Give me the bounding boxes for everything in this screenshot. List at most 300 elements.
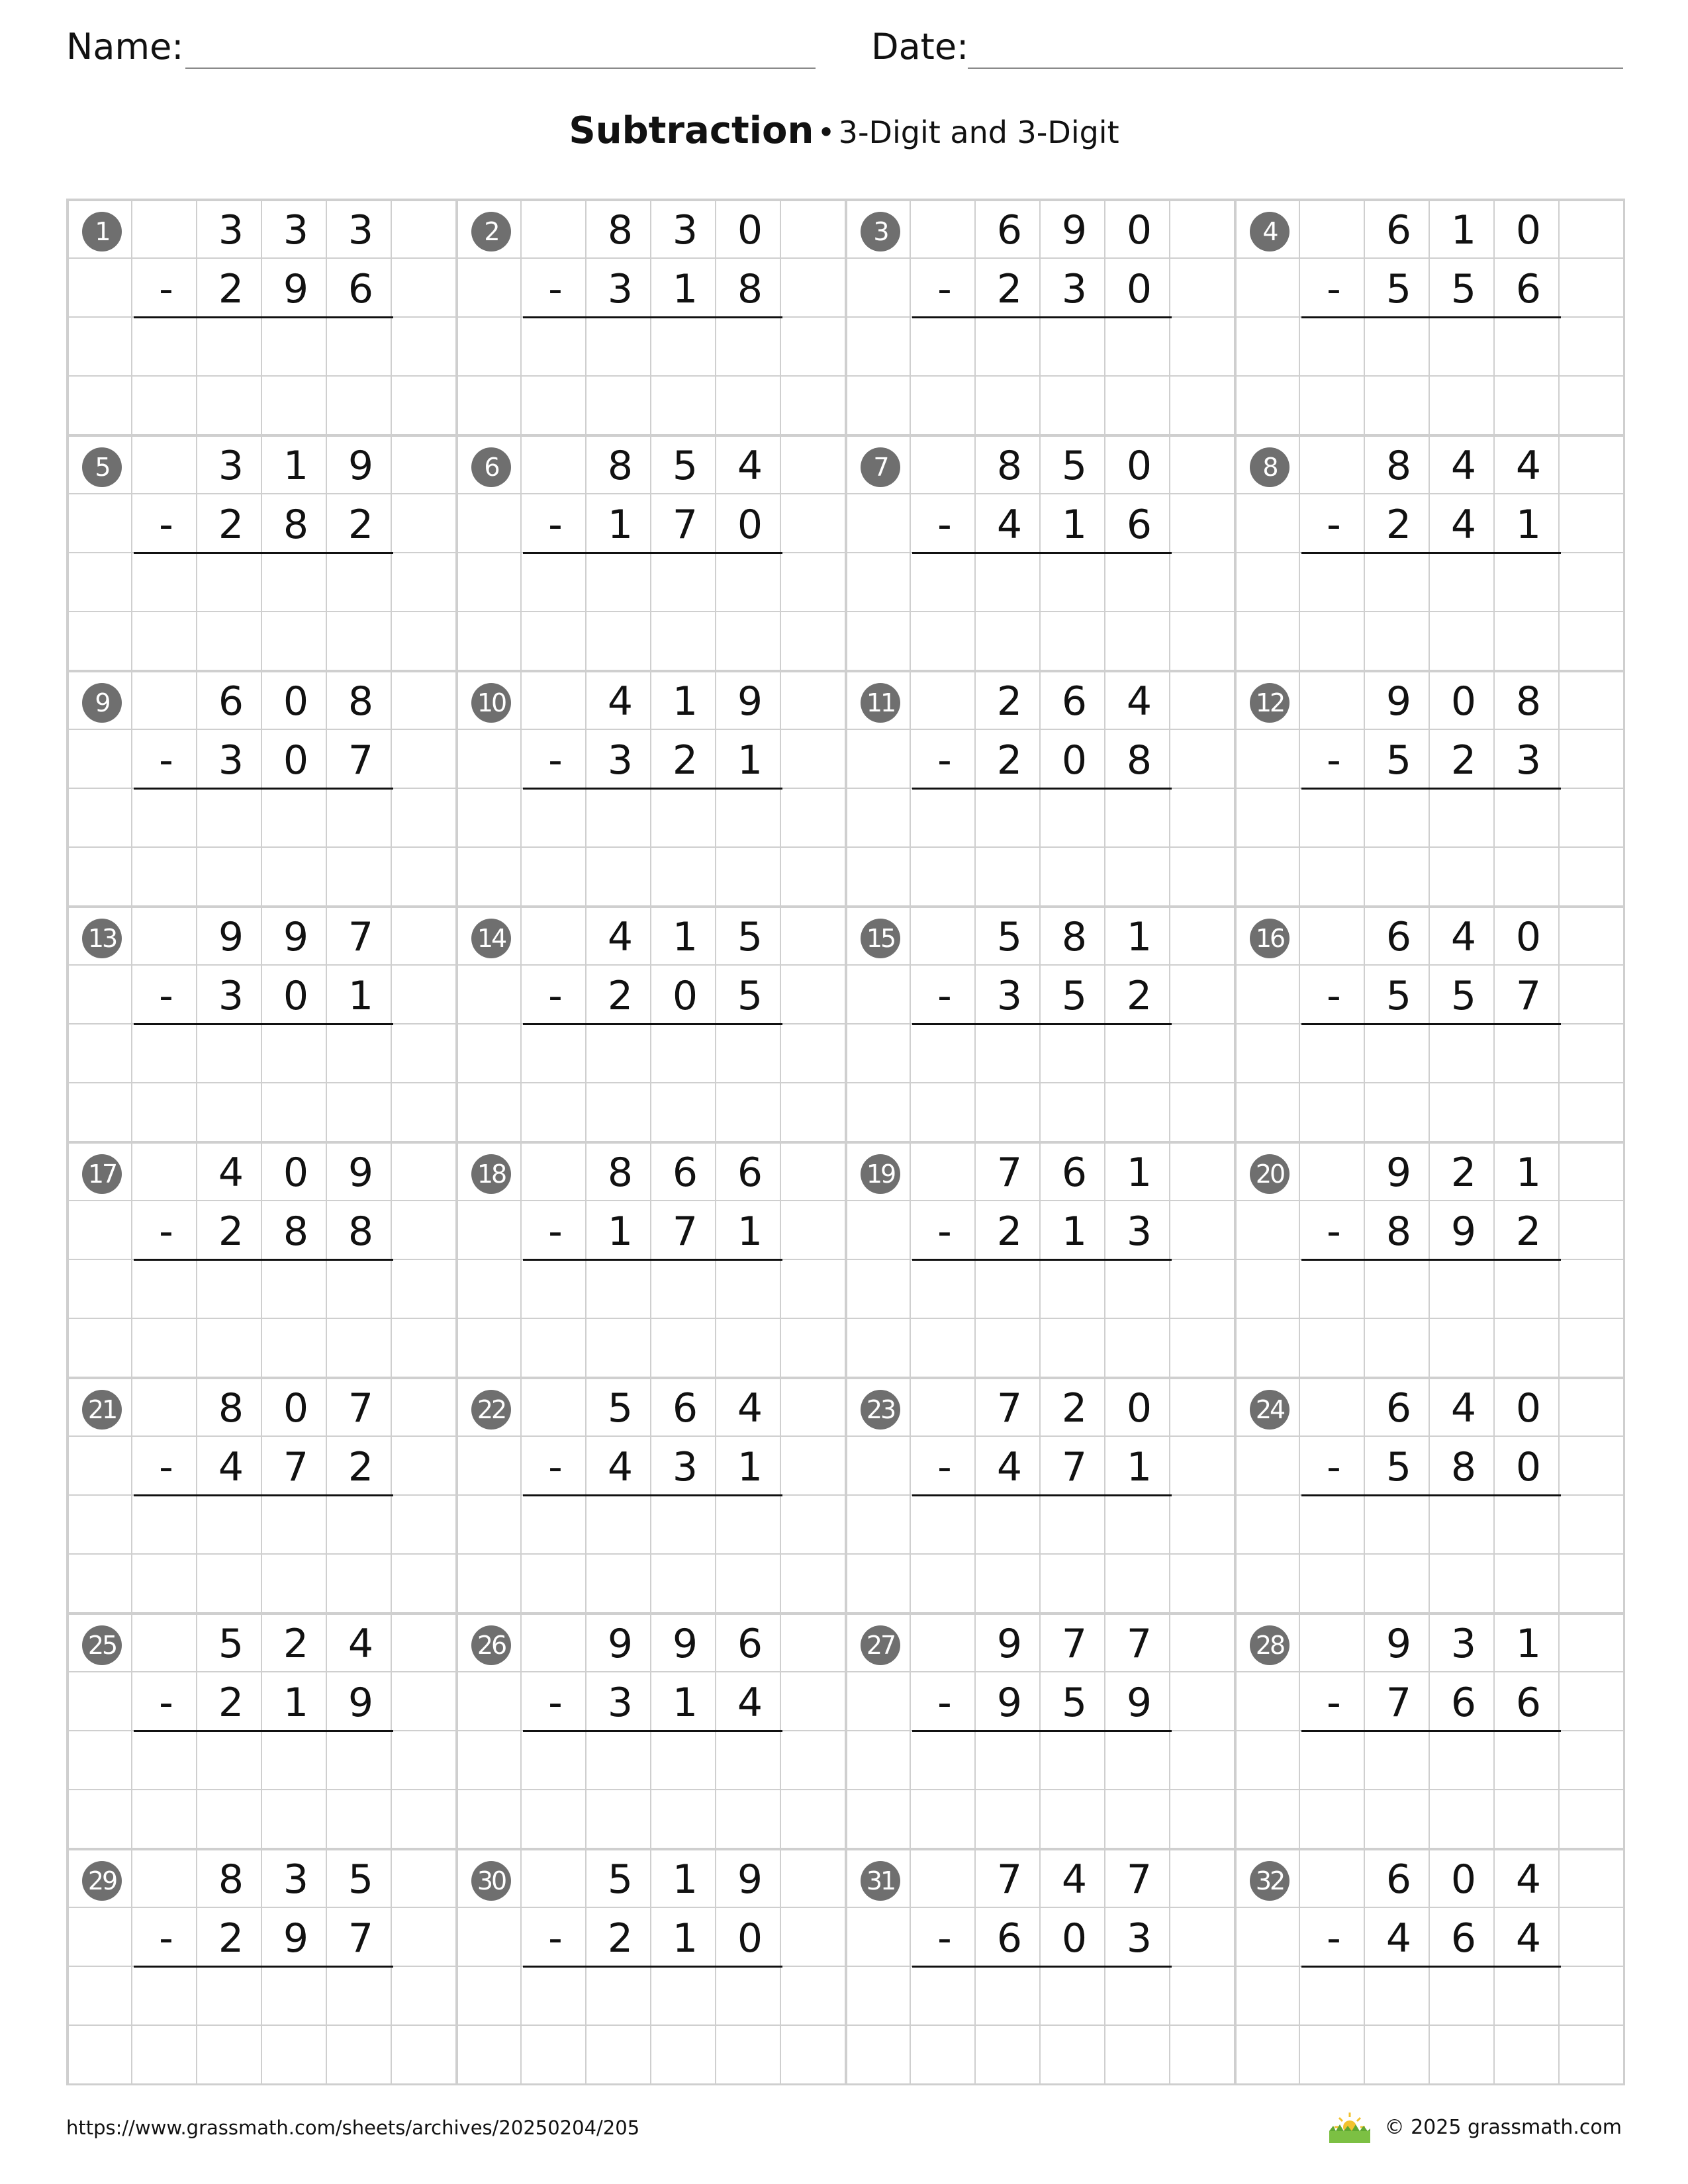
minuend-digit: 1 <box>1515 1150 1542 1196</box>
answer-cell[interactable] <box>1496 790 1561 849</box>
answer-cell[interactable] <box>134 319 199 378</box>
answer-cell[interactable] <box>977 1968 1042 2027</box>
problem-31 <box>845 1848 1234 2083</box>
answer-cell[interactable] <box>523 1497 588 1556</box>
minuend-digit: 4 <box>1450 1385 1477 1432</box>
subtrahend-digit: 4 <box>737 1680 763 1726</box>
minus-sign: - <box>937 1680 952 1726</box>
answer-line <box>912 552 1172 554</box>
minuend-digit: 9 <box>737 678 763 725</box>
subtrahend-digit: 5 <box>1385 1444 1412 1490</box>
minuend-digit: 5 <box>1061 443 1088 489</box>
problem-32 <box>1234 1848 1623 2083</box>
answer-line <box>134 1023 393 1025</box>
answer-cell[interactable] <box>588 790 653 849</box>
answer-cell[interactable] <box>134 790 199 849</box>
answer-cell[interactable] <box>134 1733 199 1792</box>
minuend-digit: 7 <box>1126 1621 1152 1667</box>
subtrahend-digit: 4 <box>1385 1915 1412 1962</box>
problem-number-badge: 1 <box>82 212 122 251</box>
answer-line <box>523 1259 782 1261</box>
minuend-digit: 9 <box>348 443 374 489</box>
subtrahend-digit: 3 <box>218 973 244 1019</box>
answer-line <box>912 1494 1172 1496</box>
subtrahend-digit: 7 <box>348 737 374 784</box>
answer-cell[interactable] <box>134 1026 199 1085</box>
minuend-digit: 5 <box>737 914 763 960</box>
answer-cell[interactable] <box>653 1497 718 1556</box>
subtrahend-digit: 9 <box>1126 1680 1152 1726</box>
minuend-digit: 8 <box>348 678 374 725</box>
answer-cell[interactable] <box>523 1733 588 1792</box>
answer-cell[interactable] <box>977 1026 1042 1085</box>
answer-cell[interactable] <box>1107 555 1172 614</box>
minuend-digit: 7 <box>996 1385 1023 1432</box>
subtrahend-digit: 0 <box>737 502 763 548</box>
answer-cell[interactable] <box>653 1968 718 2027</box>
answer-cell[interactable] <box>1107 1261 1172 1320</box>
answer-cell[interactable] <box>1496 1261 1561 1320</box>
minuend-digit: 4 <box>1515 443 1542 489</box>
problem-number-badge: 16 <box>1250 919 1289 958</box>
subtrahend-digit: 3 <box>672 1444 698 1490</box>
answer-cell[interactable] <box>1301 1968 1366 2027</box>
minus-sign: - <box>937 1208 952 1255</box>
answer-cell[interactable] <box>523 1261 588 1320</box>
answer-line <box>912 1259 1172 1261</box>
answer-cell[interactable] <box>1431 790 1496 849</box>
answer-cell[interactable] <box>977 790 1042 849</box>
minus-sign: - <box>937 973 952 1019</box>
answer-cell[interactable] <box>263 1026 328 1085</box>
subtrahend-digit: 2 <box>1515 1208 1542 1255</box>
answer-cell[interactable] <box>1042 790 1107 849</box>
minuend-digit: 3 <box>348 207 374 253</box>
problem-number-badge: 27 <box>861 1625 900 1665</box>
minuend-digit: 0 <box>737 207 763 253</box>
answer-cell[interactable] <box>134 1968 199 2027</box>
subtrahend-digit: 6 <box>996 1915 1023 1962</box>
answer-cell[interactable] <box>328 1261 393 1320</box>
answer-cell[interactable] <box>588 1733 653 1792</box>
answer-cell[interactable] <box>718 319 782 378</box>
minuend-digit: 5 <box>607 1856 633 1903</box>
problem-28 <box>1234 1612 1623 1848</box>
subtrahend-digit: 1 <box>1061 502 1088 548</box>
answer-cell[interactable] <box>1107 319 1172 378</box>
answer-cell[interactable] <box>912 555 977 614</box>
subtrahend-digit: 1 <box>607 1208 633 1255</box>
subtrahend-digit: 3 <box>218 737 244 784</box>
answer-cell[interactable] <box>1301 319 1366 378</box>
subtrahend-digit: 1 <box>1126 1444 1152 1490</box>
problem-7 <box>845 434 1234 670</box>
answer-cell[interactable] <box>912 319 977 378</box>
answer-cell[interactable] <box>263 1497 328 1556</box>
answer-cell[interactable] <box>263 1968 328 2027</box>
subtrahend-digit: 1 <box>737 737 763 784</box>
subtrahend-digit: 0 <box>1061 1915 1088 1962</box>
minuend-digit: 2 <box>996 678 1023 725</box>
problem-27 <box>845 1612 1234 1848</box>
answer-cell[interactable] <box>718 790 782 849</box>
problem-number-badge: 17 <box>82 1154 122 1194</box>
answer-cell[interactable] <box>523 1968 588 2027</box>
problem-4 <box>1234 199 1623 434</box>
worksheet-title <box>0 106 1688 165</box>
minuend-digit: 6 <box>672 1385 698 1432</box>
answer-cell[interactable] <box>1366 1968 1431 2027</box>
subtrahend-digit: 3 <box>996 973 1023 1019</box>
answer-cell[interactable] <box>718 1026 782 1085</box>
answer-cell[interactable] <box>653 1733 718 1792</box>
answer-cell[interactable] <box>588 555 653 614</box>
problem-5 <box>66 434 455 670</box>
minuend-digit: 4 <box>737 443 763 489</box>
answer-cell[interactable] <box>1431 555 1496 614</box>
minuend-digit: 0 <box>1126 207 1152 253</box>
answer-cell[interactable] <box>1107 1733 1172 1792</box>
answer-cell[interactable] <box>328 319 393 378</box>
answer-cell[interactable] <box>1301 790 1366 849</box>
subtrahend-digit: 3 <box>607 1680 633 1726</box>
minuend-digit: 4 <box>737 1385 763 1432</box>
minus-sign: - <box>159 1444 173 1490</box>
answer-cell[interactable] <box>199 1733 263 1792</box>
answer-cell[interactable] <box>912 790 977 849</box>
date-line[interactable] <box>968 68 1623 69</box>
problem-29 <box>66 1848 455 2083</box>
problem-22 <box>455 1377 845 1612</box>
answer-cell[interactable] <box>263 1733 328 1792</box>
problem-number-badge: 10 <box>471 683 511 723</box>
minuend-digit: 1 <box>283 443 309 489</box>
answer-cell[interactable] <box>653 555 718 614</box>
problem-number-badge: 13 <box>82 919 122 958</box>
subtrahend-digit: 3 <box>607 266 633 312</box>
answer-cell[interactable] <box>912 1026 977 1085</box>
minus-sign: - <box>548 737 563 784</box>
answer-cell[interactable] <box>328 1733 393 1792</box>
answer-cell[interactable] <box>1431 1261 1496 1320</box>
minus-sign: - <box>159 737 173 784</box>
problem-number-badge: 30 <box>471 1861 511 1901</box>
answer-cell[interactable] <box>588 1261 653 1320</box>
answer-line <box>912 1730 1172 1732</box>
answer-line <box>523 1730 782 1732</box>
answer-cell[interactable] <box>199 319 263 378</box>
grass-sun-logo-icon <box>1327 2110 1373 2144</box>
subtrahend-digit: 0 <box>1126 266 1152 312</box>
subtrahend-digit: 5 <box>1450 266 1477 312</box>
answer-cell[interactable] <box>1042 555 1107 614</box>
answer-cell[interactable] <box>328 555 393 614</box>
answer-line <box>523 552 782 554</box>
answer-cell[interactable] <box>328 1968 393 2027</box>
answer-cell[interactable] <box>588 319 653 378</box>
answer-cell[interactable] <box>1042 1497 1107 1556</box>
problem-3 <box>845 199 1234 434</box>
answer-cell[interactable] <box>1496 1497 1561 1556</box>
answer-cell[interactable] <box>263 790 328 849</box>
minuend-digit: 1 <box>1126 1150 1152 1196</box>
subtrahend-digit: 1 <box>672 266 698 312</box>
minuend-digit: 8 <box>1515 678 1542 725</box>
subtrahend-digit: 4 <box>218 1444 244 1490</box>
answer-cell[interactable] <box>1496 1026 1561 1085</box>
answer-cell[interactable] <box>523 1026 588 1085</box>
minus-sign: - <box>937 502 952 548</box>
answer-cell[interactable] <box>912 1733 977 1792</box>
subtrahend-digit: 7 <box>1385 1680 1412 1726</box>
minus-sign: - <box>1327 737 1341 784</box>
minuend-digit: 8 <box>1385 443 1412 489</box>
subtrahend-digit: 2 <box>218 502 244 548</box>
subtrahend-digit: 3 <box>1126 1208 1152 1255</box>
problem-25 <box>66 1612 455 1848</box>
minuend-digit: 8 <box>996 443 1023 489</box>
answer-cell[interactable] <box>1366 790 1431 849</box>
subtrahend-digit: 2 <box>996 1208 1023 1255</box>
title-main: Subtraction <box>569 109 814 152</box>
subtrahend-digit: 8 <box>283 502 309 548</box>
subtrahend-digit: 8 <box>348 1208 374 1255</box>
answer-cell[interactable] <box>718 1261 782 1320</box>
minuend-digit: 6 <box>218 678 244 725</box>
minuend-digit: 9 <box>1385 678 1412 725</box>
answer-cell[interactable] <box>199 1026 263 1085</box>
minuend-digit: 7 <box>1061 1621 1088 1667</box>
answer-cell[interactable] <box>1431 1968 1496 2027</box>
minuend-digit: 3 <box>283 1856 309 1903</box>
minuend-digit: 6 <box>1385 207 1412 253</box>
problem-number-badge: 3 <box>861 212 900 251</box>
answer-cell[interactable] <box>523 555 588 614</box>
answer-cell[interactable] <box>1301 1261 1366 1320</box>
answer-cell[interactable] <box>263 1261 328 1320</box>
subtrahend-digit: 7 <box>1061 1444 1088 1490</box>
answer-line <box>1301 316 1561 318</box>
answer-cell[interactable] <box>718 1968 782 2027</box>
answer-cell[interactable] <box>1107 790 1172 849</box>
answer-cell[interactable] <box>977 1261 1042 1320</box>
problem-number-badge: 31 <box>861 1861 900 1901</box>
minus-sign: - <box>1327 266 1341 312</box>
minuend-digit: 4 <box>218 1150 244 1196</box>
minus-sign: - <box>1327 1680 1341 1726</box>
subtrahend-digit: 2 <box>348 502 374 548</box>
minuend-digit: 1 <box>672 914 698 960</box>
answer-cell[interactable] <box>1431 319 1496 378</box>
minus-sign: - <box>937 1915 952 1962</box>
answer-line <box>134 1730 393 1732</box>
answer-cell[interactable] <box>912 1261 977 1320</box>
answer-cell[interactable] <box>653 319 718 378</box>
subtrahend-digit: 2 <box>996 266 1023 312</box>
answer-cell[interactable] <box>1366 1733 1431 1792</box>
answer-cell[interactable] <box>1496 319 1561 378</box>
minuend-digit: 8 <box>218 1856 244 1903</box>
minuend-digit: 7 <box>996 1150 1023 1196</box>
answer-cell[interactable] <box>588 1497 653 1556</box>
minuend-digit: 4 <box>1450 443 1477 489</box>
answer-cell[interactable] <box>199 555 263 614</box>
answer-cell[interactable] <box>653 790 718 849</box>
answer-cell[interactable] <box>718 555 782 614</box>
minuend-digit: 4 <box>1515 1856 1542 1903</box>
subtrahend-digit: 8 <box>1450 1444 1477 1490</box>
answer-cell[interactable] <box>718 1733 782 1792</box>
minuend-digit: 9 <box>283 914 309 960</box>
minuend-digit: 6 <box>1385 914 1412 960</box>
minuend-digit: 2 <box>1450 1150 1477 1196</box>
answer-cell[interactable] <box>588 1968 653 2027</box>
minus-sign: - <box>159 973 173 1019</box>
answer-cell[interactable] <box>912 1968 977 2027</box>
answer-cell[interactable] <box>1431 1733 1496 1792</box>
answer-cell[interactable] <box>1301 1026 1366 1085</box>
problem-17 <box>66 1141 455 1377</box>
answer-line <box>134 316 393 318</box>
answer-cell[interactable] <box>1431 1026 1496 1085</box>
subtrahend-digit: 5 <box>1061 1680 1088 1726</box>
minus-sign: - <box>159 266 173 312</box>
problem-number-badge: 4 <box>1250 212 1289 251</box>
answer-cell[interactable] <box>1042 1733 1107 1792</box>
answer-cell[interactable] <box>199 1968 263 2027</box>
answer-cell[interactable] <box>1366 1497 1431 1556</box>
problem-number-badge: 26 <box>471 1625 511 1665</box>
answer-cell[interactable] <box>1366 319 1431 378</box>
answer-cell[interactable] <box>523 319 588 378</box>
answer-cell[interactable] <box>977 555 1042 614</box>
answer-cell[interactable] <box>134 1261 199 1320</box>
answer-cell[interactable] <box>653 1026 718 1085</box>
minuend-digit: 9 <box>218 914 244 960</box>
minuend-digit: 7 <box>348 914 374 960</box>
answer-cell[interactable] <box>1107 1497 1172 1556</box>
answer-cell[interactable] <box>199 1497 263 1556</box>
minuend-digit: 3 <box>283 207 309 253</box>
answer-cell[interactable] <box>1496 1968 1561 2027</box>
subtrahend-digit: 4 <box>996 1444 1023 1490</box>
subtrahend-digit: 9 <box>348 1680 374 1726</box>
answer-line <box>523 316 782 318</box>
answer-cell[interactable] <box>199 1261 263 1320</box>
problem-number-badge: 14 <box>471 919 511 958</box>
answer-cell[interactable] <box>1431 1497 1496 1556</box>
minuend-digit: 6 <box>1385 1856 1412 1903</box>
answer-cell[interactable] <box>1366 1261 1431 1320</box>
answer-cell[interactable] <box>1042 319 1107 378</box>
problem-13 <box>66 905 455 1141</box>
answer-cell[interactable] <box>977 319 1042 378</box>
answer-line <box>134 788 393 790</box>
minuend-digit: 5 <box>218 1621 244 1667</box>
minuend-digit: 5 <box>996 914 1023 960</box>
answer-line <box>1301 1023 1561 1025</box>
answer-cell[interactable] <box>328 1497 393 1556</box>
subtrahend-digit: 0 <box>283 973 309 1019</box>
answer-cell[interactable] <box>263 555 328 614</box>
answer-cell[interactable] <box>1496 555 1561 614</box>
answer-cell[interactable] <box>977 1497 1042 1556</box>
problem-8 <box>1234 434 1623 670</box>
answer-cell[interactable] <box>263 319 328 378</box>
problem-number-badge: 28 <box>1250 1625 1289 1665</box>
answer-cell[interactable] <box>134 555 199 614</box>
subtrahend-digit: 2 <box>607 1915 633 1962</box>
answer-cell[interactable] <box>1042 1026 1107 1085</box>
answer-cell[interactable] <box>134 1497 199 1556</box>
minus-sign: - <box>548 1444 563 1490</box>
answer-cell[interactable] <box>1042 1968 1107 2027</box>
answer-cell[interactable] <box>1496 1733 1561 1792</box>
answer-cell[interactable] <box>718 1497 782 1556</box>
subtrahend-digit: 2 <box>348 1444 374 1490</box>
subtrahend-digit: 3 <box>607 737 633 784</box>
subtrahend-digit: 3 <box>1126 1915 1152 1962</box>
problem-12 <box>1234 670 1623 905</box>
minus-sign: - <box>159 1208 173 1255</box>
answer-cell[interactable] <box>523 790 588 849</box>
minuend-digit: 8 <box>607 207 633 253</box>
subtrahend-digit: 1 <box>737 1444 763 1490</box>
subtrahend-digit: 8 <box>737 266 763 312</box>
answer-cell[interactable] <box>1107 1968 1172 2027</box>
answer-cell[interactable] <box>328 1026 393 1085</box>
answer-cell[interactable] <box>588 1026 653 1085</box>
minuend-digit: 0 <box>1450 678 1477 725</box>
minuend-digit: 0 <box>283 1385 309 1432</box>
problem-number-badge: 9 <box>82 683 122 723</box>
problem-number-badge: 2 <box>471 212 511 251</box>
answer-line <box>912 316 1172 318</box>
minuend-digit: 0 <box>1515 1385 1542 1432</box>
minuend-digit: 1 <box>672 678 698 725</box>
answer-cell[interactable] <box>1107 1026 1172 1085</box>
answer-cell[interactable] <box>1301 1733 1366 1792</box>
minuend-digit: 6 <box>672 1150 698 1196</box>
answer-cell[interactable] <box>1301 1497 1366 1556</box>
footer-copyright: © 2025 grassmath.com <box>1384 2116 1622 2139</box>
answer-cell[interactable] <box>653 1261 718 1320</box>
answer-cell[interactable] <box>328 790 393 849</box>
answer-cell[interactable] <box>1366 555 1431 614</box>
answer-cell[interactable] <box>199 790 263 849</box>
problem-number-badge: 7 <box>861 447 900 487</box>
minuend-digit: 0 <box>1515 207 1542 253</box>
minuend-digit: 1 <box>672 1856 698 1903</box>
problem-number-badge: 23 <box>861 1390 900 1430</box>
minus-sign: - <box>1327 1208 1341 1255</box>
subtrahend-digit: 6 <box>348 266 374 312</box>
answer-cell[interactable] <box>1042 1261 1107 1320</box>
answer-cell[interactable] <box>1366 1026 1431 1085</box>
subtrahend-digit: 2 <box>607 973 633 1019</box>
answer-cell[interactable] <box>912 1497 977 1556</box>
name-line[interactable] <box>185 68 816 69</box>
minuend-digit: 9 <box>996 1621 1023 1667</box>
minuend-digit: 3 <box>218 207 244 253</box>
minuend-digit: 4 <box>1126 678 1152 725</box>
subtrahend-digit: 8 <box>283 1208 309 1255</box>
minuend-digit: 9 <box>737 1856 763 1903</box>
answer-cell[interactable] <box>977 1733 1042 1792</box>
answer-cell[interactable] <box>1301 555 1366 614</box>
minuend-digit: 1 <box>1126 914 1152 960</box>
problem-number-badge: 18 <box>471 1154 511 1194</box>
